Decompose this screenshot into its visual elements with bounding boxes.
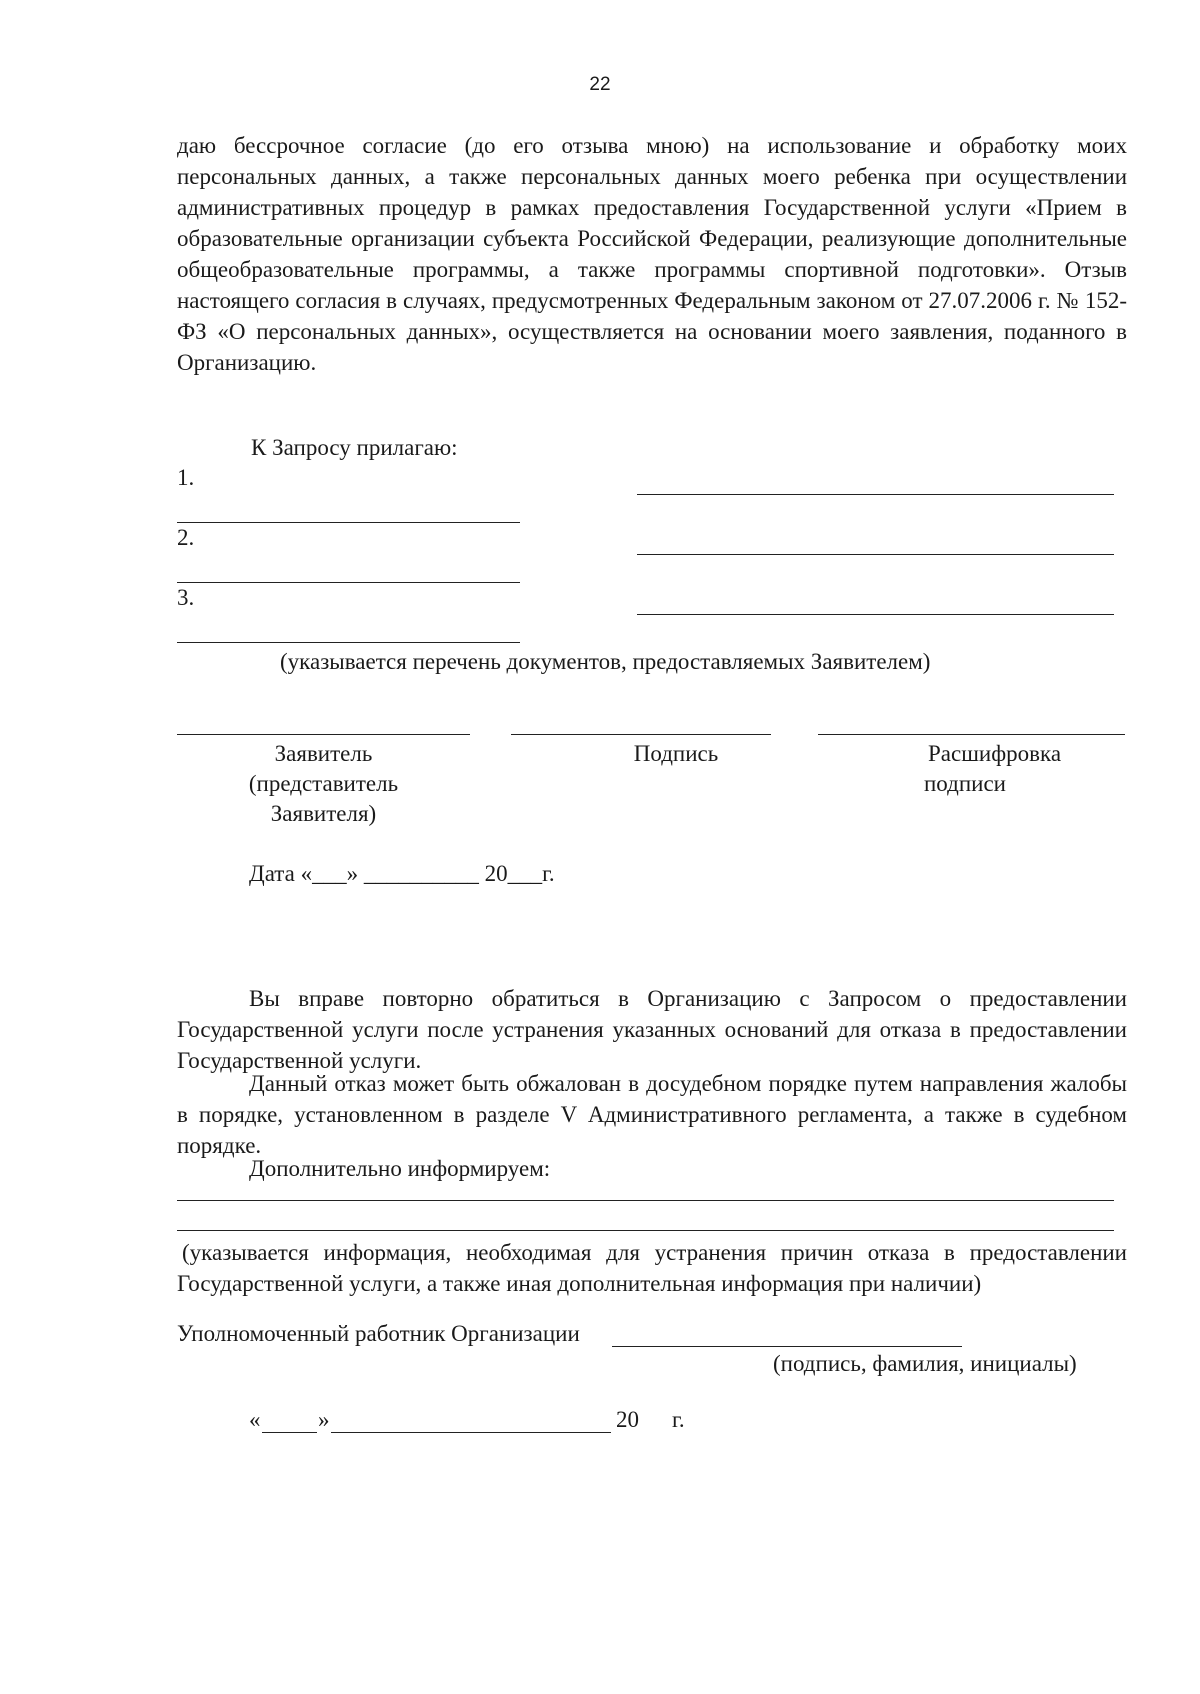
attachment-1-left-line <box>177 522 520 523</box>
authorized-date-open: « <box>249 1407 261 1432</box>
date-line: Дата «___» __________ 20___г. <box>249 861 555 886</box>
attachment-2-left-line <box>177 582 520 583</box>
applicant-label-line3: Заявителя) <box>270 801 377 826</box>
authorized-signature-line <box>612 1346 962 1347</box>
additional-info-line-2 <box>177 1230 1114 1231</box>
notice-paragraph-1: Вы вправе повторно обратиться в Организацию с Запросом о предоставлении Государственной услуги после устранения указанных оснований для отказа в предоставлении Государственной услуги. <box>177 986 1127 1073</box>
authorized-month-line <box>331 1432 611 1433</box>
attachment-2-right-line <box>637 554 1114 555</box>
attachment-3-left-line <box>177 642 520 643</box>
notice-additional-info: Дополнительно информируем: <box>249 1156 551 1181</box>
attachments-caption: (указывается перечень документов, предоставляемых Заявителем) <box>280 649 931 674</box>
notice-paragraph-2: Данный отказ может быть обжалован в досудебном порядке путем направления жалобы в порядке, установленном в разделе V Административного регламента, а также в судебном порядке. <box>177 1071 1127 1158</box>
attachment-item-number: 1. <box>177 465 195 490</box>
authorized-day-line <box>262 1432 317 1433</box>
authorized-worker-label: Уполномоченный работник Организации <box>177 1321 580 1346</box>
attachment-item-number: 2. <box>177 525 195 550</box>
attachment-1-right-line <box>637 494 1114 495</box>
authorized-caption: (подпись, фамилия, инициалы) <box>773 1351 1077 1376</box>
additional-info-line-1 <box>177 1200 1114 1201</box>
applicant-label: Заявитель <box>274 741 373 766</box>
attachment-item-number: 3. <box>177 585 195 610</box>
authorized-year: 20 <box>616 1407 639 1432</box>
additional-info-caption: (указывается информация, необходимая для устранения причин отказа в предоставлении Государственной услуги, а также иная дополнительная информация при наличии) <box>177 1240 1127 1296</box>
decoding-label: Расшифровка <box>928 741 1062 766</box>
page-number: 22 <box>589 74 611 95</box>
decoding-label-line2: подписи <box>924 771 1006 796</box>
authorized-date-close: » <box>318 1407 330 1432</box>
attachments-heading: К Запросу прилагаю: <box>251 435 458 460</box>
decoding-line <box>818 734 1125 735</box>
consent-paragraph: даю бессрочное согласие (до его отзыва мною) на использование и обработку моих персональных данных, а также персональных данных моего ребенка при осуществлении административных процедур в рамках предоставления Государственной услуги «Прием в образовательные организации субъекта Российской Федерации, реализующие дополнительные общеобразовательные программы, а также программы спортивной подготовки». Отзыв настоящего согласия в случаях, предусмотренных Федеральным законом от 27.07.2006 г. № 152-ФЗ «О персональных данных», осуществляется на основании моего заявления, поданного в Организацию. <box>177 133 1127 375</box>
applicant-signature-line <box>177 734 470 735</box>
applicant-label-line2: (представитель <box>248 771 399 796</box>
signature-line <box>511 734 771 735</box>
signature-label: Подпись <box>633 741 719 766</box>
authorized-year-suffix: г. <box>672 1407 685 1432</box>
attachment-3-right-line <box>637 614 1114 615</box>
